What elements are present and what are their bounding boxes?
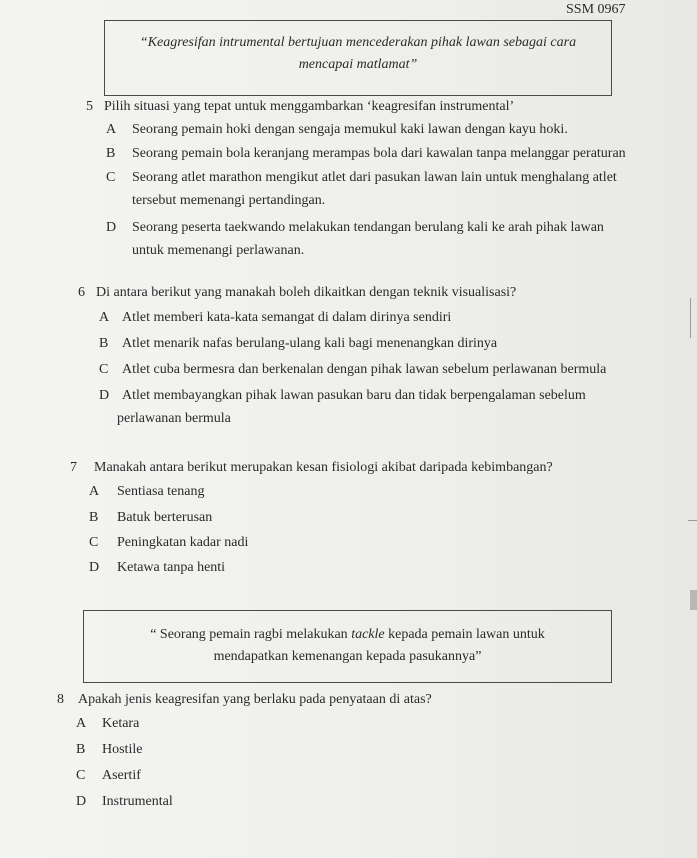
option-text-d-cont: perlawanan bermula xyxy=(117,411,231,426)
option-letter-b: B xyxy=(99,336,109,351)
option-letter-a: A xyxy=(99,310,110,325)
option-letter-a: A xyxy=(106,122,117,137)
option-text-c: Asertif xyxy=(102,768,141,783)
quote-text-before: “ Seorang pemain ragbi melakukan xyxy=(150,627,352,642)
question-number: 5 xyxy=(86,99,93,114)
option-letter-c: C xyxy=(76,768,86,783)
question-text: Pilih situasi yang tepat untuk menggambarkan ‘keagresifan instrumental’ xyxy=(104,99,515,114)
option-text-d-cont: untuk memenangi perlawanan. xyxy=(132,243,305,258)
option-text-d: Seorang peserta taekwando melakukan tendangan berulang kali ke arah pihak lawan xyxy=(132,220,604,235)
option-letter-d: D xyxy=(76,794,87,809)
quote-line-2: mendapatkan kemenangan kepada pasukannya” xyxy=(213,649,482,664)
option-text-b: Atlet menarik nafas berulang-ulang kali bagi menenangkan dirinya xyxy=(122,336,498,351)
page-edge-mark xyxy=(688,520,697,521)
option-letter-c: C xyxy=(106,170,116,185)
question-text: Di antara berikut yang manakah boleh dikaitkan dengan teknik visualisasi? xyxy=(96,285,517,300)
option-letter-b: B xyxy=(76,742,86,757)
option-letter-b: B xyxy=(89,510,99,525)
question-number: 6 xyxy=(78,285,85,300)
option-text-c: Peningkatan kadar nadi xyxy=(117,535,249,550)
option-text-a: Sentiasa tenang xyxy=(117,484,205,499)
quote-italic-term: tackle xyxy=(351,627,385,642)
option-letter-a: A xyxy=(89,484,100,499)
option-text-a: Ketara xyxy=(102,716,140,731)
quote-line-1 xyxy=(84,624,611,646)
question-number: 7 xyxy=(70,460,77,475)
option-letter-d: D xyxy=(89,560,100,575)
option-text-c: Seorang atlet marathon mengikut atlet dari pasukan lawan lain untuk menghalang atlet xyxy=(132,170,617,185)
option-text-c-cont: tersebut memenangi pertandingan. xyxy=(132,193,326,208)
question-number: 8 xyxy=(57,692,64,707)
option-letter-b: B xyxy=(106,146,116,161)
quote-line-1: “Keagresifan intrumental bertujuan mencederakan pihak lawan sebagai cara xyxy=(139,35,577,50)
option-text-b: Seorang pemain bola keranjang merampas bola dari kawalan tanpa melanggar peraturan xyxy=(132,146,626,161)
paper-code: SSM 0967 xyxy=(566,2,626,17)
option-letter-c: C xyxy=(89,535,99,550)
quote-text-after: kepada pemain lawan untuk xyxy=(384,627,545,642)
option-text-d: Ketawa tanpa henti xyxy=(117,560,226,575)
option-text-a: Seorang pemain hoki dengan sengaja memukul kaki lawan dengan kayu hoki. xyxy=(132,122,568,137)
quote-box-rugby xyxy=(83,610,612,683)
option-text-b: Hostile xyxy=(102,742,143,757)
page-edge-mark xyxy=(690,298,691,338)
quote-box-instrumental xyxy=(104,20,612,96)
option-text-d: Instrumental xyxy=(102,794,173,809)
option-letter-d: D xyxy=(106,220,117,235)
question-text: Apakah jenis keagresifan yang berlaku pada penyataan di atas? xyxy=(78,692,432,707)
page-edge-mark xyxy=(690,590,697,610)
quote-line-2: mencapai matlamat” xyxy=(298,57,418,72)
option-letter-d: D xyxy=(99,388,110,403)
option-text-c: Atlet cuba bermesra dan berkenalan dengan pihak lawan sebelum perlawanan bermula xyxy=(122,362,607,377)
option-letter-a: A xyxy=(76,716,87,731)
question-text: Manakah antara berikut merupakan kesan fisiologi akibat daripada kebimbangan? xyxy=(94,460,553,475)
option-letter-c: C xyxy=(99,362,109,377)
option-text-b: Batuk berterusan xyxy=(117,510,213,525)
option-text-a: Atlet memberi kata-kata semangat di dalam dirinya sendiri xyxy=(122,310,452,325)
option-text-d: Atlet membayangkan pihak lawan pasukan baru dan tidak berpengalaman sebelum xyxy=(122,388,586,403)
